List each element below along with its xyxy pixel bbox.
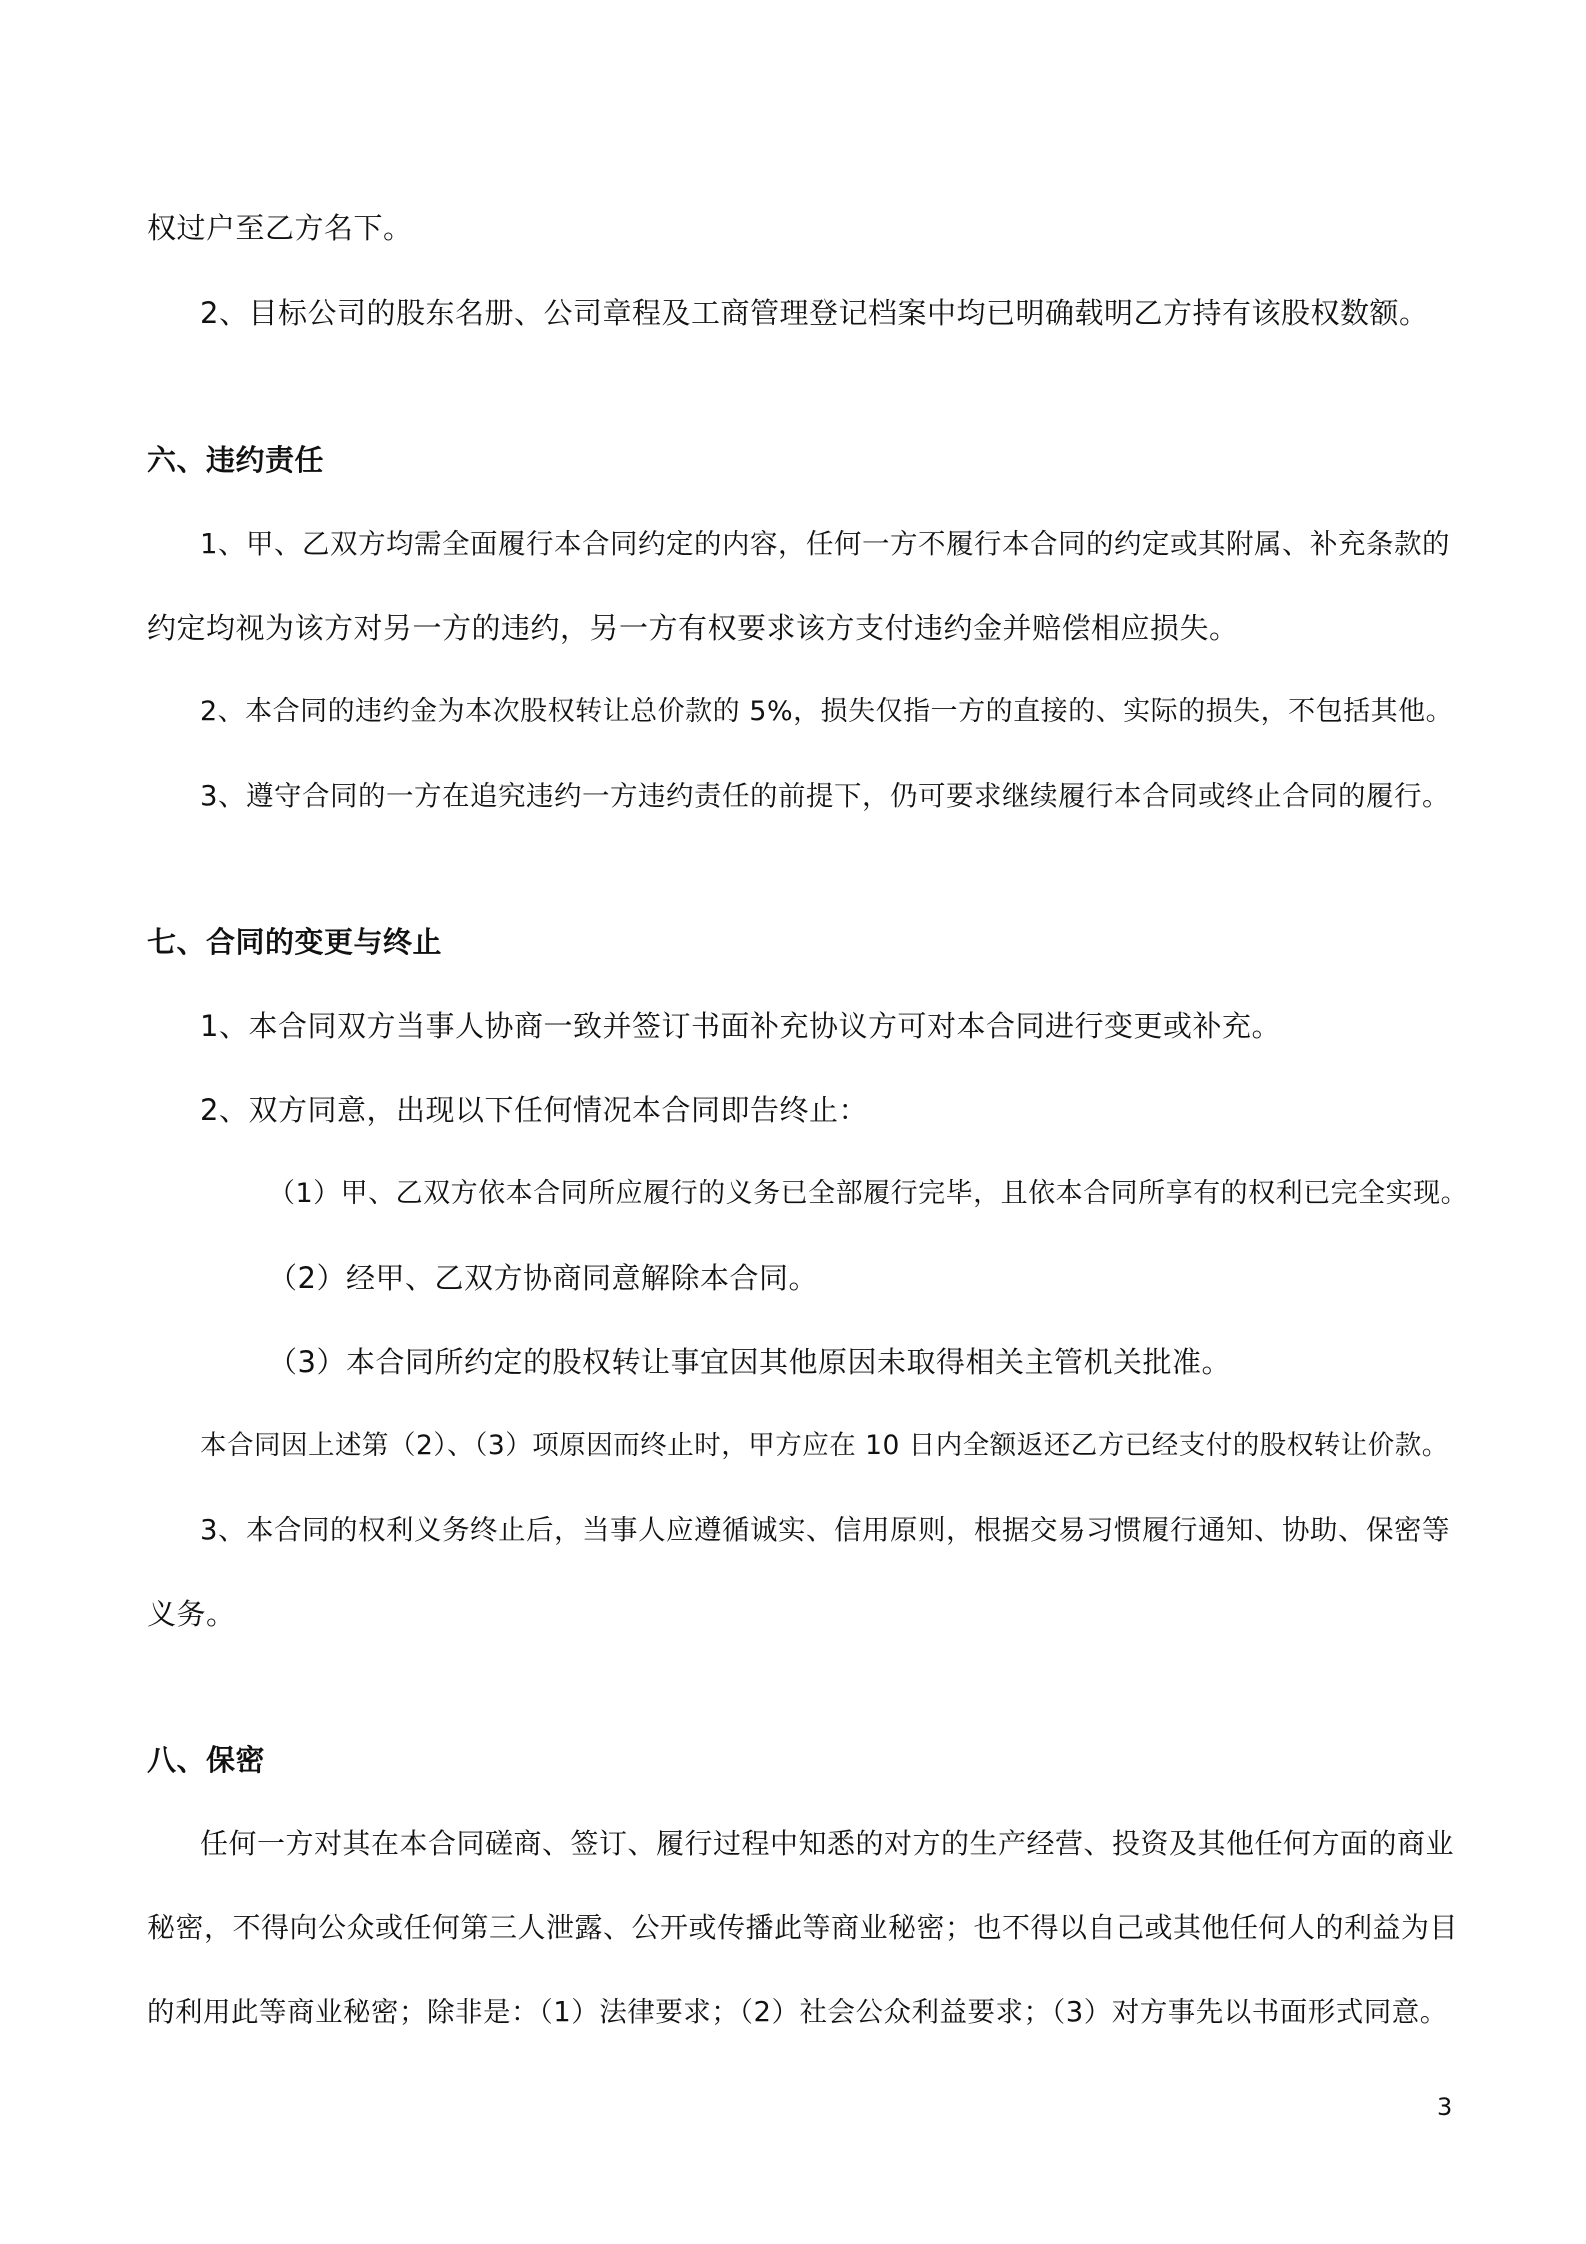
paragraph-line: 权过户至乙方名下。 [147, 211, 413, 245]
section-heading: 八、保密 [147, 1743, 266, 1777]
section-heading: 七、合同的变更与终止 [147, 925, 443, 959]
paragraph-line: 的利用此等商业秘密；除非是：（1）法律要求；（2）社会公众利益要求；（3）对方事先以书面形式同意。 [147, 1996, 1448, 2028]
section-heading: 六、违约责任 [147, 443, 325, 477]
paragraph-line: 秘密，不得向公众或任何第三人泄露、公开或传播此等商业秘密；也不得以自己或其他任何人的利益为目 [147, 1911, 1459, 1944]
paragraph-line: （3）本合同所约定的股权转让事宜因其他原因未取得相关主管机关批准。 [268, 1345, 1231, 1379]
paragraph-line: （2）经甲、乙双方协商同意解除本合同。 [268, 1261, 818, 1295]
paragraph-line: 义务。 [147, 1597, 236, 1631]
paragraph-line: 本合同因上述第（2）、（3）项原因而终止时，甲方应在 10 日内全额返还乙方已经支付的股权转让价款。 [200, 1430, 1449, 1461]
paragraph-line: 3、遵守合同的一方在追究违约一方违约责任的前提下，仍可要求继续履行本合同或终止合同的履行。 [200, 780, 1450, 812]
paragraph-line: 约定均视为该方对另一方的违约，另一方有权要求该方支付违约金并赔偿相应损失。 [147, 611, 1239, 645]
paragraph-line: 1、甲、乙双方均需全面履行本合同约定的内容，任何一方不履行本合同的约定或其附属、补充条款的 [200, 528, 1450, 560]
paragraph-line: 3、本合同的权利义务终止后，当事人应遵循诚实、信用原则，根据交易习惯履行通知、协助、保密等 [200, 1514, 1450, 1546]
paragraph-line: 2、目标公司的股东名册、公司章程及工商管理登记档案中均已明确载明乙方持有该股权数额。 [200, 296, 1429, 330]
paragraph-line: 1、本合同双方当事人协商一致并签订书面补充协议方可对本合同进行变更或补充。 [200, 1009, 1281, 1043]
paragraph-line: 任何一方对其在本合同磋商、签订、履行过程中知悉的对方的生产经营、投资及其他任何方面的商业 [200, 1827, 1455, 1860]
paragraph-line: （1）甲、乙双方依本合同所应履行的义务已全部履行完毕，且依本合同所享有的权利已完全实现。 [268, 1178, 1469, 1209]
page-number: 3 [1437, 2093, 1453, 2121]
paragraph-line: 2、本合同的违约金为本次股权转让总价款的 5%，损失仅指一方的直接的、实际的损失，不包括其他。 [200, 696, 1454, 727]
paragraph-line: 2、双方同意，出现以下任何情况本合同即告终止： [200, 1093, 868, 1127]
